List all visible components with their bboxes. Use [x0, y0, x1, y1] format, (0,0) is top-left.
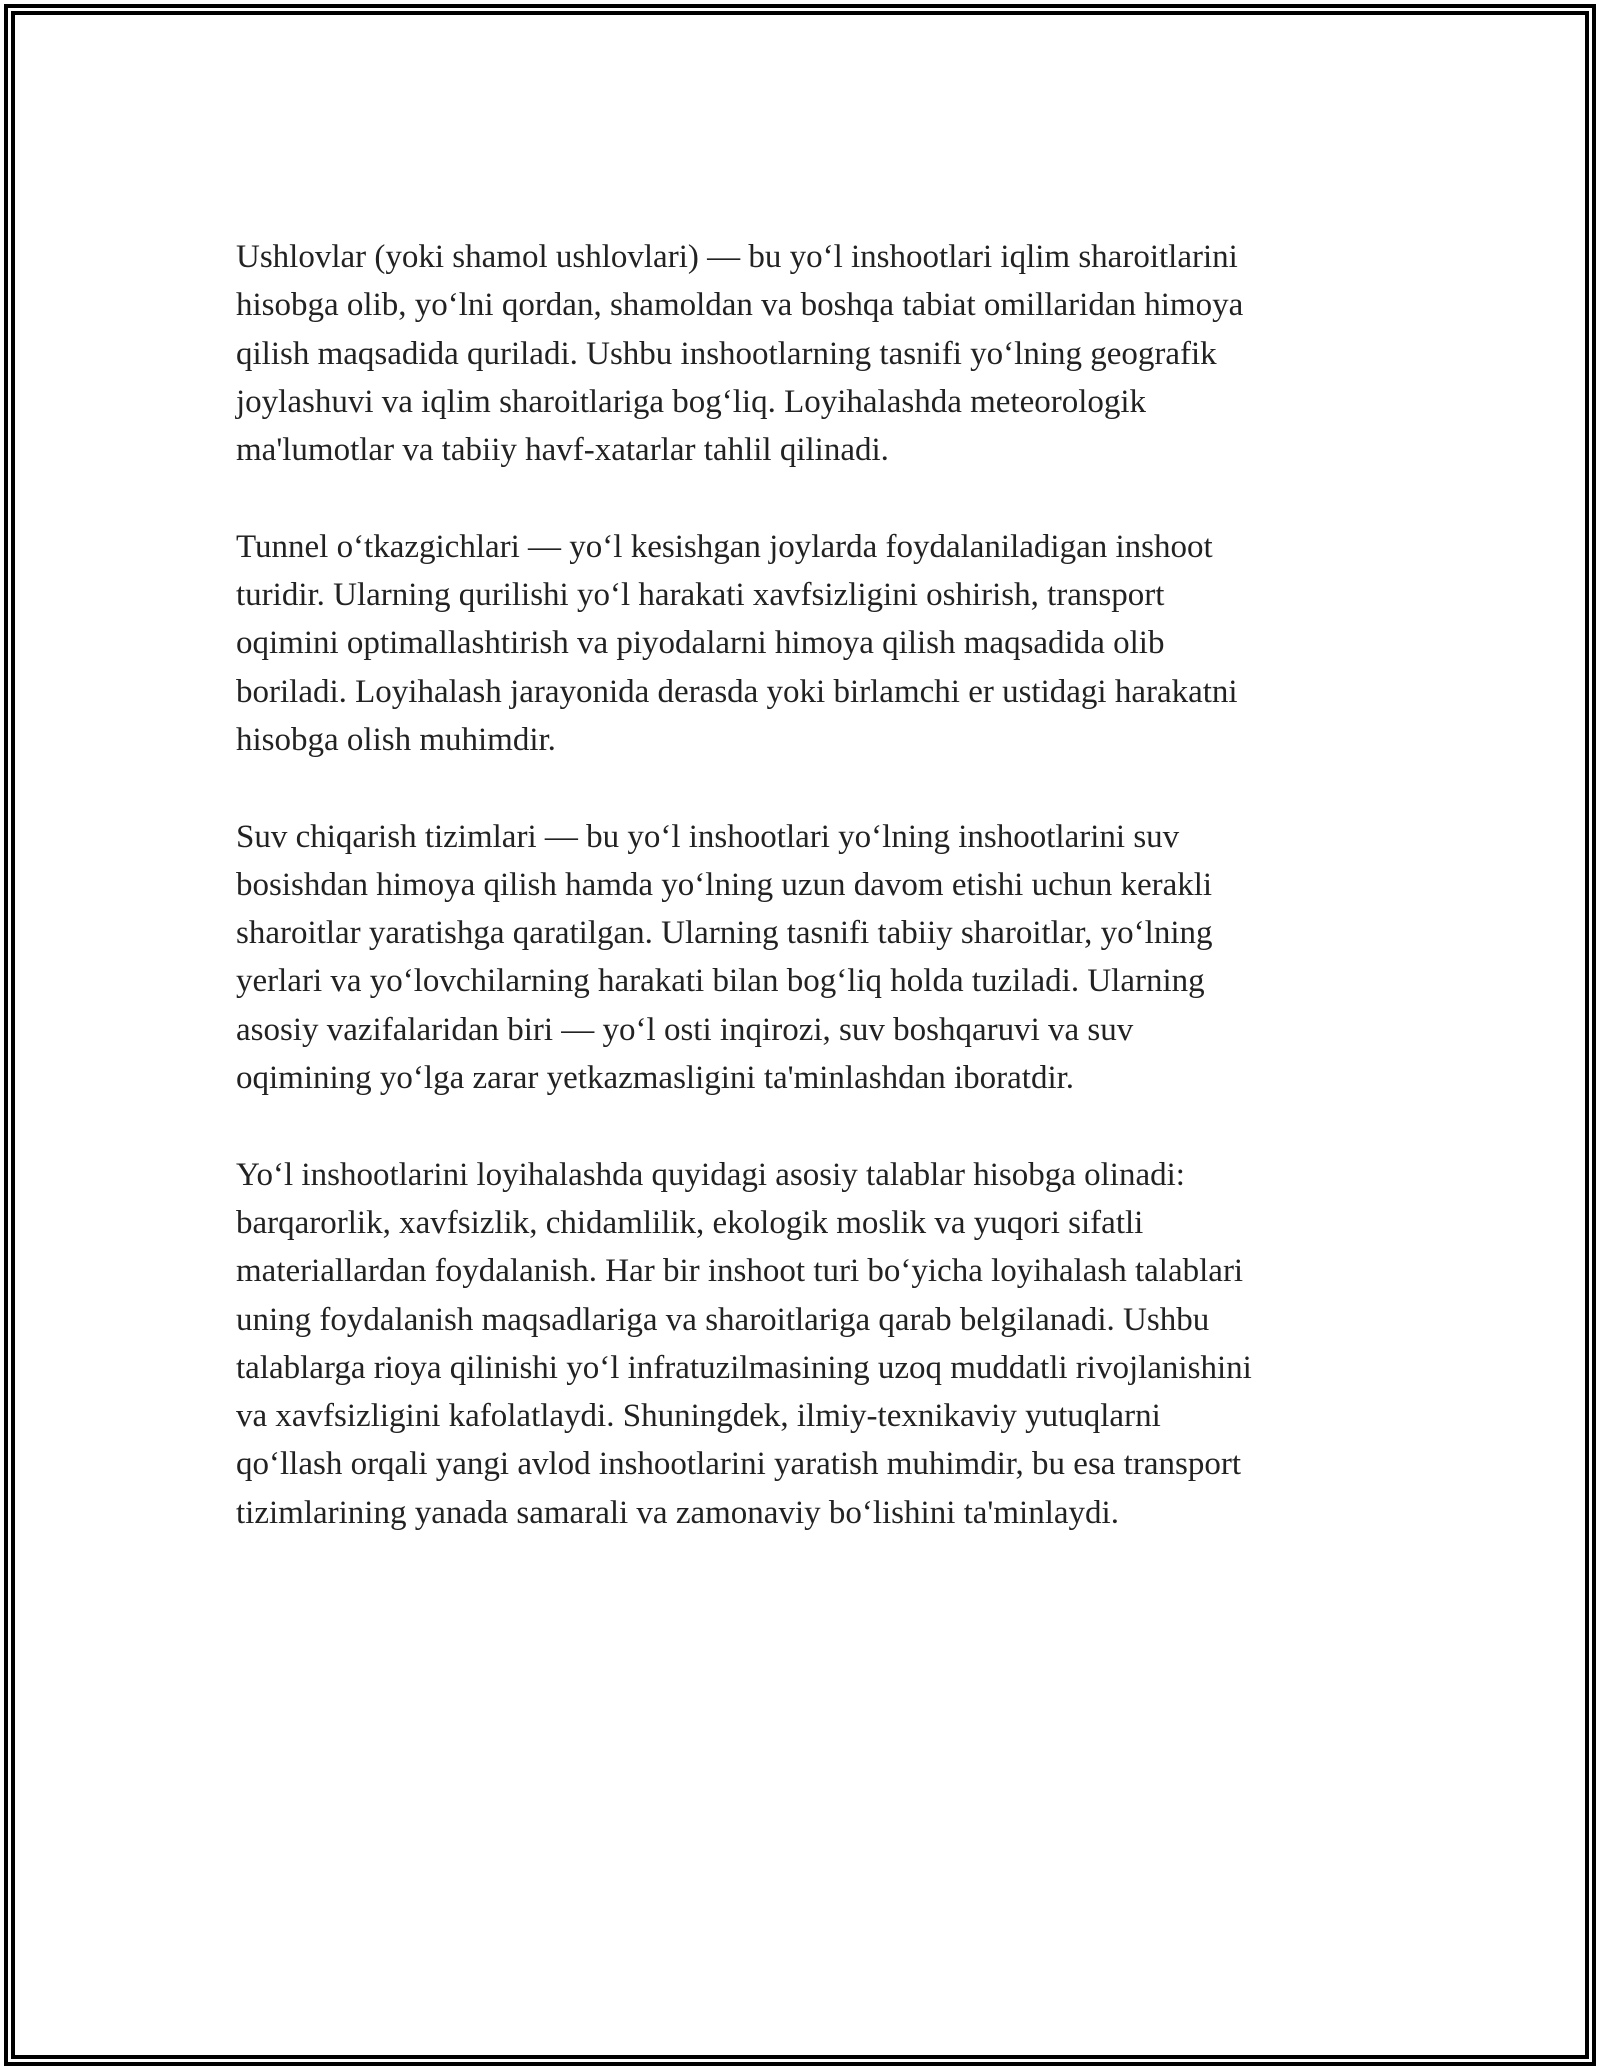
paragraph-suv-chiqarish: Suv chiqarish tizimlari — bu yo‘l inshootlari yo‘lning inshootlarini suv bosishdan himoya qilish hamda yo‘lning uzun davom etishi uchun kerakli sharoitlar yaratishga qaratilgan. Ularning tasnifi tabiiy sharoitlar, yo‘lning yerlari va yo‘lovchilarning harakati bilan bog‘liq holda tuziladi. Ularning asosiy vazifalaridan biri — yo‘l osti inqirozi, suv boshqaruvi va suv oqimining yo‘lga zarar yetkazmasligini ta'minlashdan iboratdir. [236, 818, 1213, 1097]
paragraph-talablar: Yo‘l inshootlarini loyihalashda quyidagi asosiy talablar hisobga olinadi: barqarorlik, xavfsizlik, chidamlilik, ekologik moslik va yuqori sifatli materiallardan foydalanish. Har bir inshoot turi bo‘yicha loyihalash talablari uning foydalanish maqsadlariga va sharoitlariga qarab belgilanadi. Ushbu talablarga rioya qilinishi yo‘l infratuzilmasining uzoq muddatli rivojlanishini va xavfsizligini kafolatlaydi. Shuningdek, ilmiy-texnikaviy yutuqlarni qo‘llash orqali yangi avlod inshootlarini yaratish muhimdir, bu esa transport tizimlarining yanada samarali va zamonaviy bo‘lishini ta'minlaydi. [236, 1156, 1252, 1531]
document-body [236, 233, 1376, 1585]
paragraph-tunnel: Tunnel o‘tkazgichlari — yo‘l kesishgan joylarda foydalaniladigan inshoot turidir. Ularning qurilishi yo‘l harakati xavfsizligini oshirish, transport oqimini optimallashtirish va piyodalarni himoya qilish maqsadida olib boriladi. Loyihalash jarayonida derasda yoki birlamchi er ustidagi harakatni hisobga olish muhimdir. [236, 528, 1238, 758]
paragraph-ushlovlar: Ushlovlar (yoki shamol ushlovlari) — bu yo‘l inshootlari iqlim sharoitlarini hisobga olib, yo‘lni qordan, shamoldan va boshqa tabiat omillaridan himoya qilish maqsadida quriladi. Ushbu inshootlarning tasnifi yo‘lning geografik joylashuvi va iqlim sharoitlariga bog‘liq. Loyihalashda meteorologik ma'lumotlar va tabiiy havf-xatarlar tahlil qilinadi. [236, 239, 1244, 469]
